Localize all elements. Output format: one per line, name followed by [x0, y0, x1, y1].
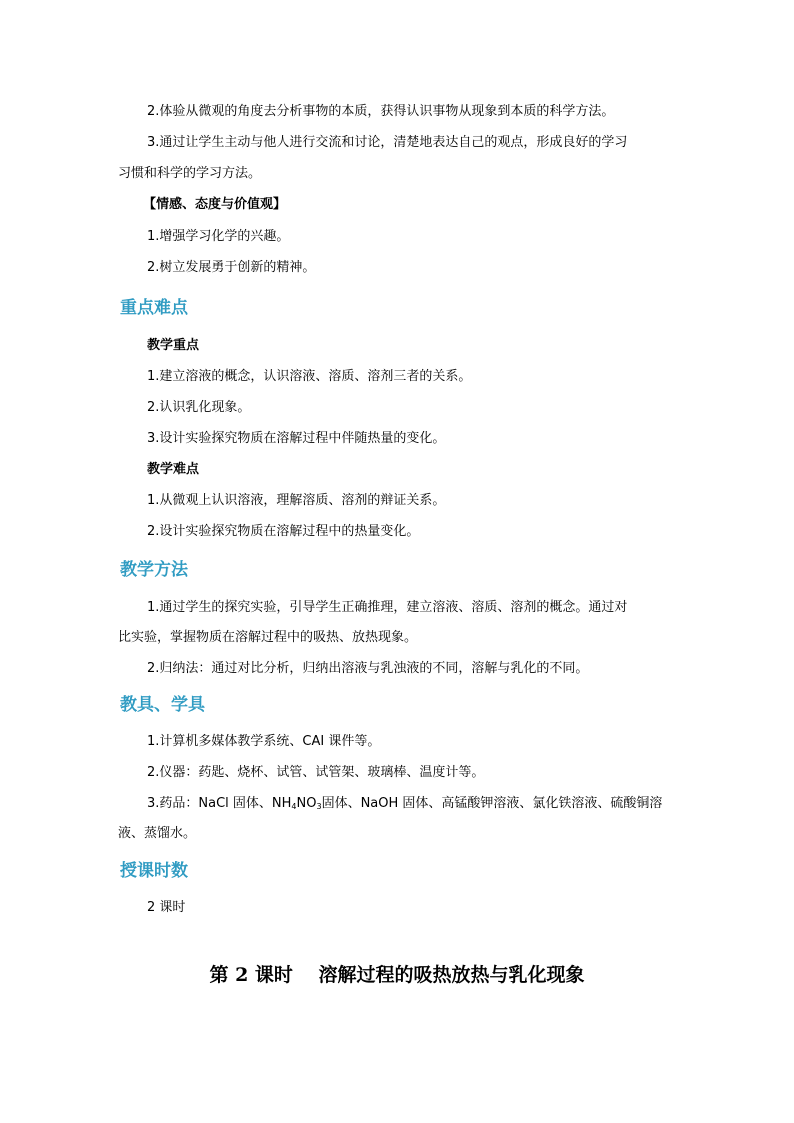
method-item-1-line-1: 1.通过学生的探究实验，引导学生正确推理，建立溶液、溶质、溶剂的概念。通过对	[147, 600, 628, 615]
difficulty-item-1: 1.从微观上认识溶液，理解溶质、溶剂的辩证关系。	[147, 493, 446, 508]
objective-item-3-line-1: 3.通过让学生主动与他人进行交流和讨论，清楚地表达自己的观点，形成良好的学习	[147, 135, 628, 150]
emotion-heading: 【情感、态度与价值观】	[143, 197, 287, 212]
objective-item-2: 2.体验从微观的角度去分析事物的本质，获得认识事物从现象到本质的科学方法。	[147, 104, 615, 119]
key-points-heading: 重点难点	[120, 298, 188, 318]
nh4-subscript: 4	[291, 802, 297, 811]
method-item-2: 2.归纳法：通过对比分析，归纳出溶液与乳浊液的不同，溶解与乳化的不同。	[147, 661, 589, 676]
method-item-1-line-2: 比实验，掌握物质在溶解过程中的吸热、放热现象。	[118, 630, 418, 645]
objective-item-3-line-2: 习惯和科学的学习方法。	[118, 166, 262, 181]
tools-item-3-line-2: 液、蒸馏水。	[118, 826, 197, 841]
tools-item-3-line-1	[147, 789, 703, 819]
tools-item-3-mid: NO	[296, 796, 317, 811]
difficulty-item-2: 2.设计实验探究物质在溶解过程中的热量变化。	[147, 524, 420, 539]
tools-item-3-prefix: 3.药品：NaCl 固体、NH	[147, 796, 292, 811]
emotion-item-1: 1.增强学习化学的兴趣。	[147, 229, 290, 244]
lesson-title: 第 2 课时 溶解过程的吸热放热与乳化现象	[209, 964, 585, 986]
methods-heading: 教学方法	[120, 560, 188, 580]
hours-value: 2 课时	[147, 900, 186, 915]
focus-item-1: 1.建立溶液的概念，认识溶液、溶质、溶剂三者的关系。	[147, 369, 472, 384]
tools-heading: 教具、学具	[120, 695, 205, 715]
tools-item-2: 2.仪器：药匙、烧杯、试管、试管架、玻璃棒、温度计等。	[147, 765, 485, 780]
tools-item-1: 1.计算机多媒体教学系统、CAI 课件等。	[147, 734, 381, 749]
emotion-item-2: 2.树立发展勇于创新的精神。	[147, 260, 316, 275]
tools-item-3-suffix: 固体、NaOH 固体、高锰酸钾溶液、氯化铁溶液、硫酸铜溶	[321, 796, 663, 811]
teaching-difficulty-label: 教学难点	[147, 462, 200, 477]
focus-item-3: 3.设计实验探究物质在溶解过程中伴随热量的变化。	[147, 431, 446, 446]
focus-item-2: 2.认识乳化现象。	[147, 400, 251, 415]
no3-subscript: 3	[316, 802, 322, 811]
teaching-focus-label: 教学重点	[147, 338, 200, 353]
hours-heading: 授课时数	[120, 861, 188, 881]
